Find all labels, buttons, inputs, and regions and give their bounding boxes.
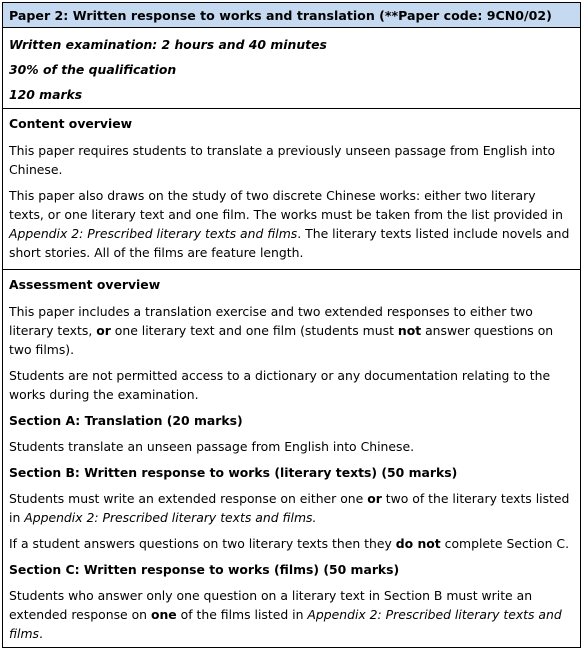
section-a-text: Students translate an unseen passage from English into Chinese. (9, 439, 415, 454)
section-b-text: Students must write an extended response on either one or two of the literary texts listed in Appendix 2: Prescribed literary texts and films. (9, 491, 570, 525)
section-b-heading: Section B: Written response to works (literary texts) (50 marks) (9, 465, 458, 480)
section-c-heading: Section C: Written response to works (films) (50 marks) (9, 562, 400, 577)
assessment-overview-para-1: This paper includes a translation exercise and two extended responses to either two literary texts, or one literary text and one film (students must not answer questions on two films). (9, 304, 554, 357)
paper-title: Paper 2: Written response to works and translation (**Paper code: 9CN0/02) (3, 3, 580, 28)
assessment-overview (3, 269, 580, 647)
paper-spec-table (2, 2, 581, 648)
section-a-heading: Section A: Translation (20 marks) (9, 413, 243, 428)
content-overview-para-2: This paper also draws on the study of two discrete Chinese works: either two literary texts, or one literary text and one film. The works must be taken from the list provided in Appendix 2: Prescribed literary texts and films. The literary texts listed include novels and short stories. All of the films are feature length. (9, 188, 570, 260)
section-c-text: Students who answer only one question on a literary text in Section B must write an extended response on one of the films listed in Appendix 2: Prescribed literary texts and films. (9, 588, 562, 641)
assessment-overview-title: Assessment overview (9, 277, 161, 292)
exam-meta (3, 28, 580, 109)
qualification-weight: 30% of the qualification (9, 62, 177, 77)
exam-duration: Written examination: 2 hours and 40 minutes (9, 37, 327, 52)
assessment-overview-para-2: Students are not permitted access to a dictionary or any documentation relating to the works during the examination. (9, 368, 551, 402)
total-marks: 120 marks (9, 87, 83, 102)
content-overview (3, 109, 580, 269)
content-overview-title: Content overview (9, 116, 133, 131)
content-overview-para-1: This paper requires students to translate a previously unseen passage from English into Chinese. (9, 143, 556, 177)
section-b-note: If a student answers questions on two literary texts then they do not complete Section C. (9, 536, 570, 551)
